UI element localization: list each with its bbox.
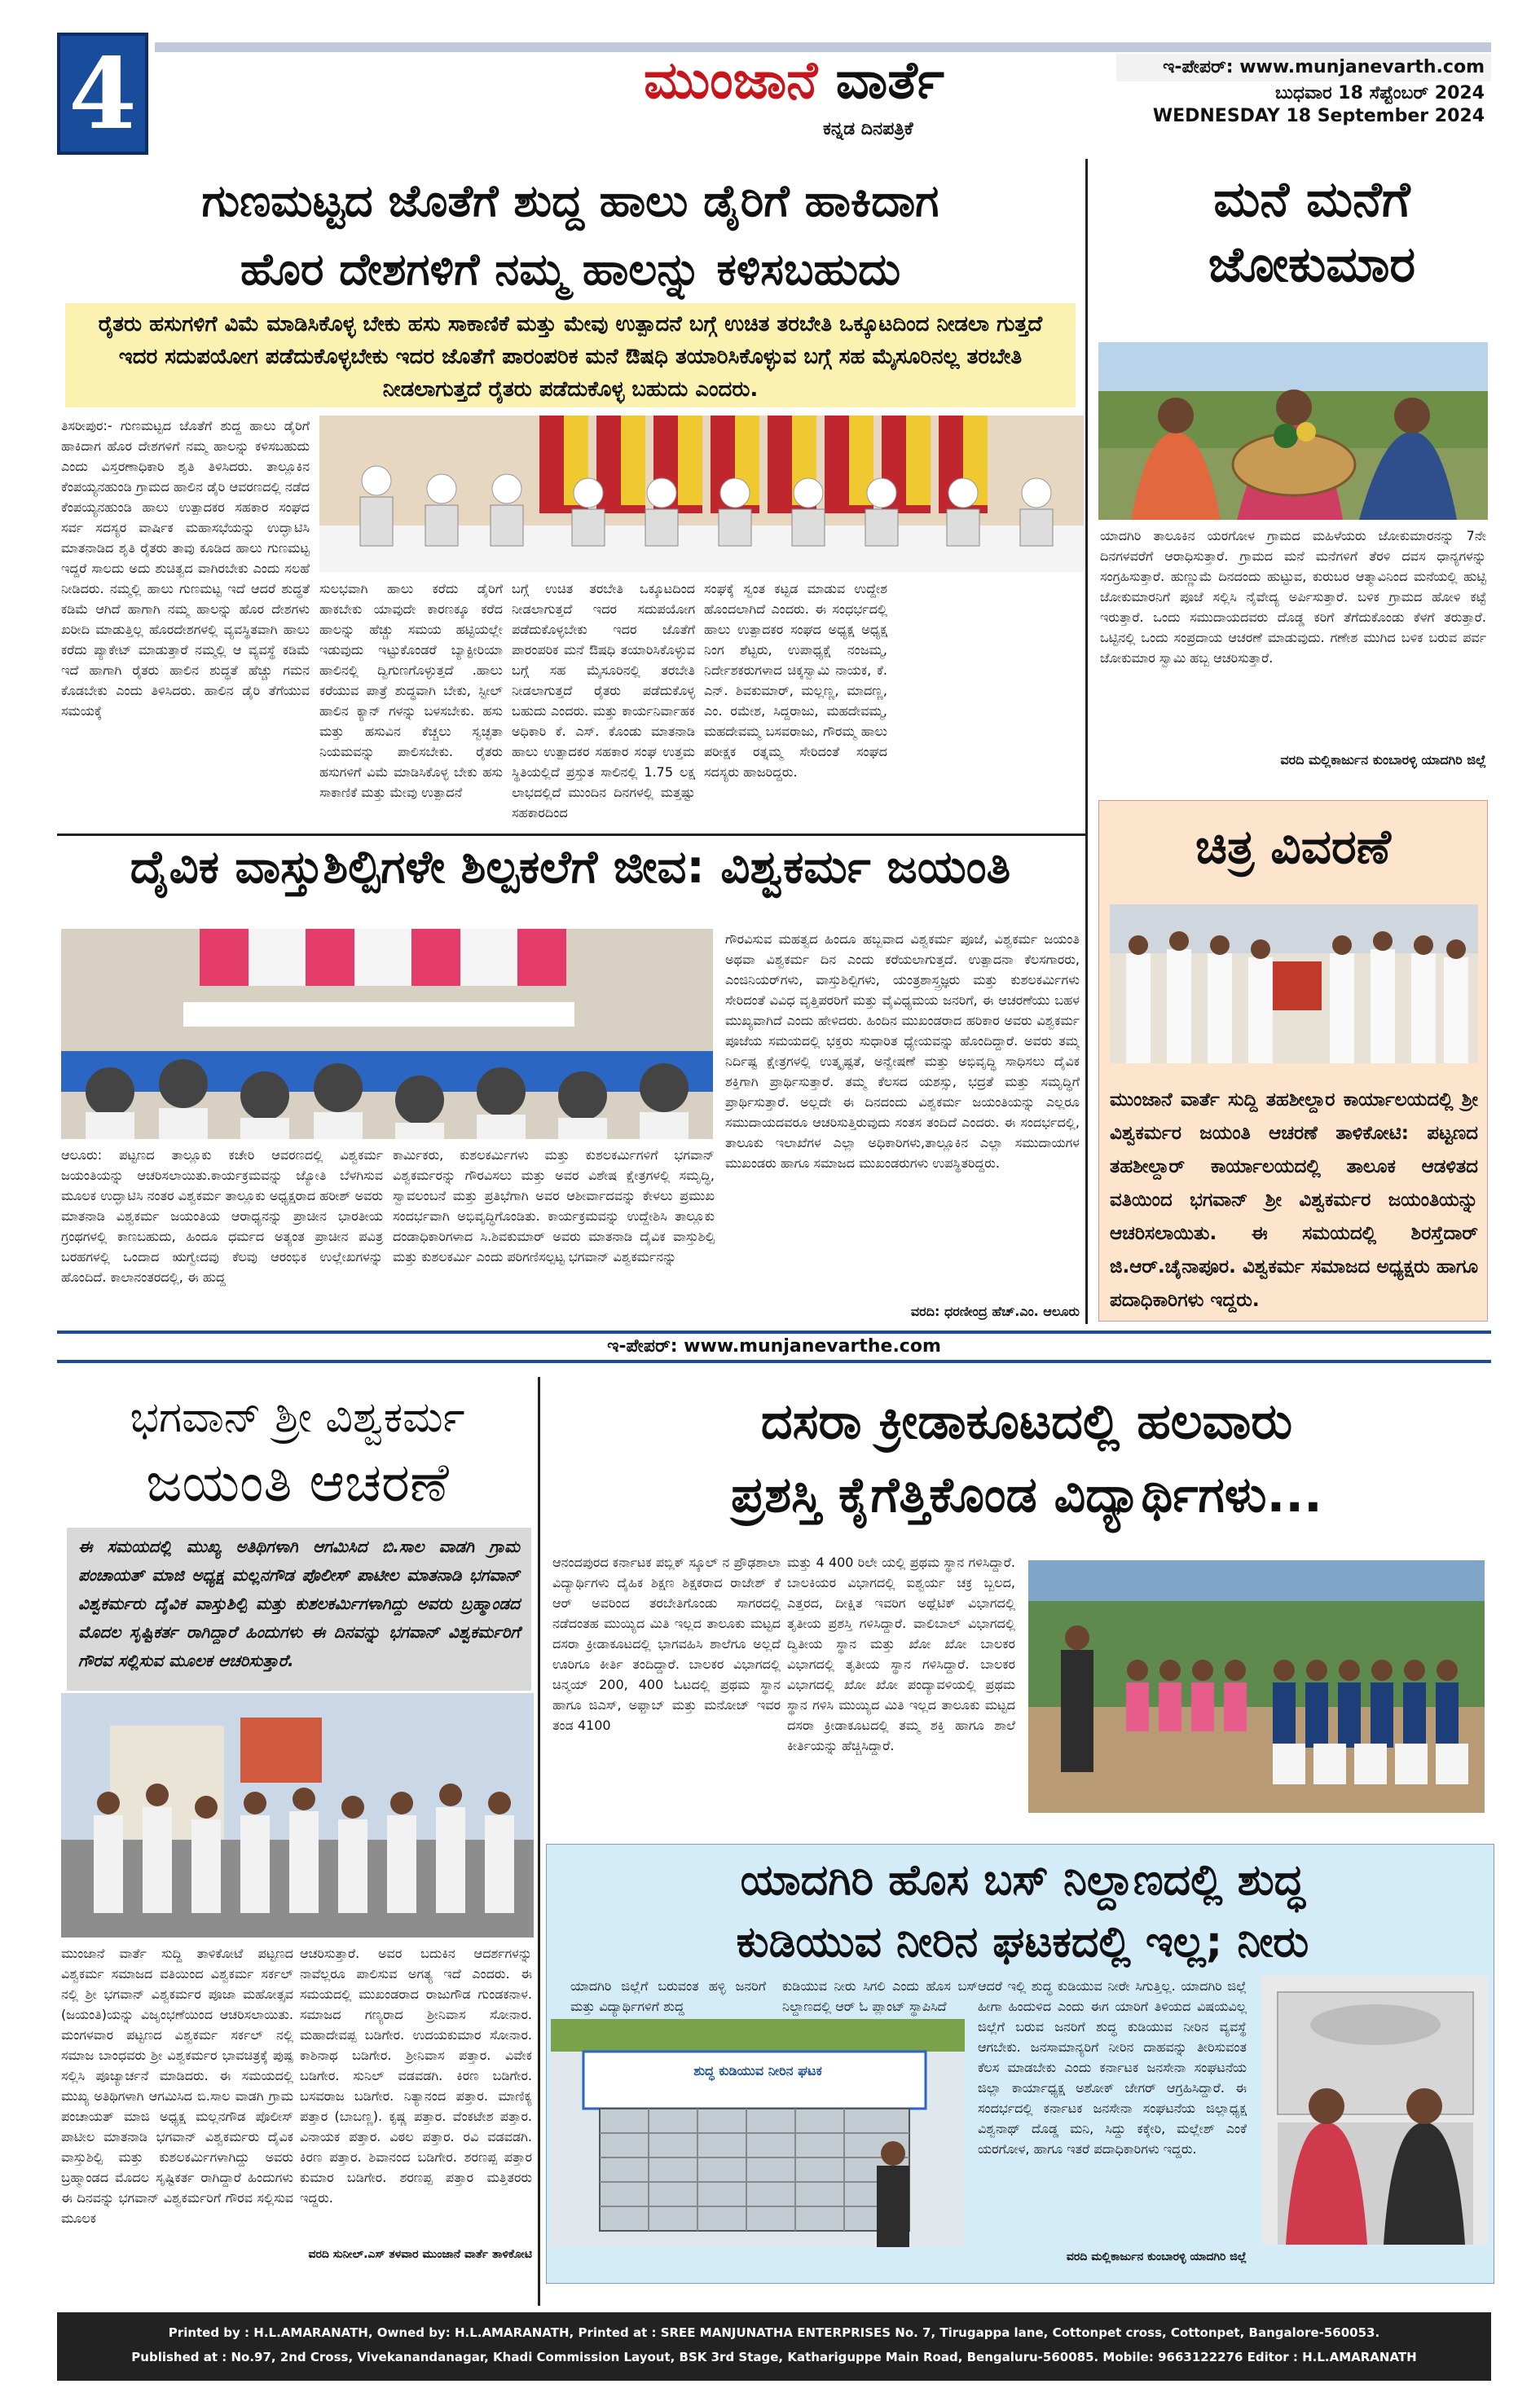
jokumara-body: ಯಾದಗಿರಿ ತಾಲೂಕಿನ ಯರಗೋಳ ಗ್ರಾಮದ ಮಹಿಳೆಯರು ಜೋಕುಮಾರನನ್ನು 7ನೇ ದಿನಗಳವರೆಗೆ ಆರಾಧಿಸುತ್ತಾರೆ. ಗ್ರಾಮದ ಮನೆ ಮನೆಗಳಿಗೆ ತೆರಳಿ ದವಸ ಧಾನ್ಯಗಳನ್ನು ಸಂಗ್ರಹಿಸುತ್ತಾರೆ. ಹುಣ್ಣುಮೆ ದಿನದಂದು ಹುಟ್ಟುವ, ಕುರುಬರ ಆತ್ಮಾವಿನಿಂದ ಮನೆಯಲ್ಲಿ ಹುಟ್ಟಿ ಜೋಕುಮಾರನಿಗೆ ಪೂಜೆ ಸಲ್ಲಿಸಿ ನೈವೇದ್ಯ ಅರ್ಪಿಸುತ್ತಾರೆ. ಬಳಿಕ ಗ್ರಾಮದ ಹೋಳಿ ಕಟ್ಟೆ ಇರುತ್ತಾರೆ. ಒಂದು ಸಮುದಾಯದವರು ದೊಡ್ಡ ಕರಿಗೆ ತೆಗೆದುಕೊಂಡು ಕೆಳಗೆ ತರುತ್ತಾರೆ. ಒಟ್ಟಿನಲ್ಲಿ ಒಂದು ಸಂಪ್ರದಾಯ ಆಚರಣೆ ಮಾಡುವುದು. ಗಣೇಶ ಮುಗಿದ ಬಳಿಕ ಬರುವ ಪರ್ವ ಜೋಕುಮಾರ ಸ್ವಾಮಿ ಹಬ್ಬ ಆಚರಿಸುತ್ತಾರೆ.: [1100, 528, 1486, 666]
story4-col2: ಮತ್ತು 4 400 ರಿಲೇ ಯಲ್ಲಿ ಪ್ರಥಮ ಸ್ಥಾನ ಗಳಿಸಿದ್ದಾರೆ. ಬಾಲಕಿಯರ ವಿಭಾಗದಲ್ಲಿ ಐಶ್ವರ್ಯ ಚಕ್ರ ಬ್ಬಲದ, ಎತ್ತರದ, ದೀಕ್ಷಿತ ಇವರಿಗ ಅಥ್ಲೆಟಿಕ್ ವಿಭಾಗದಲ್ಲಿ ತೃತೀಯ ಪ್ರಶಸ್ತಿ ಗಳಿಸಿದ್ದಾರೆ. ವಾಲಿಬಾಲ್ ವಿಭಾಗದಲ್ಲಿ ದ್ವಿತೀಯ ಸ್ಥಾನ ಮತ್ತು ಖೋ ಖೋ ಬಾಲಕರ ವಿಭಾಗದಲ್ಲಿ ತೃತೀಯ ಸ್ಥಾನ ಗಳಿಸಿದ್ದಾರೆ. ಬಾಲಕರ ವಿಭಾಗದಲ್ಲಿ ಖೋ ಖೋ ಪಂದ್ಯಾವಳಿಯಲ್ಲಿ ಪ್ರಥಮ ಸ್ಥಾನ ಗಳಿಸಿ ಮುಯ್ಯಿದ ಮಿತಿ ಇಲ್ಲದ ತಾಲೂಕು ಮಟ್ಟದ ದಸರಾ ಕ್ರೀಡಾಕೂಟದಲ್ಲಿ ತಮ್ಮ ಶಕ್ತಿ ಹಾಗೂ ಶಾಲೆ ಕೀರ್ತಿಯನ್ನು ಹೆಚ್ಚಿಸಿದ್ದಾರೆ.: [787, 1555, 1015, 1753]
story3-headline-line1: ಭಗವಾನ್ ಶ್ರೀ ವಿಶ್ವಕರ್ಮ: [130, 1393, 465, 1442]
jokumara-headline: ಮನೆ ಮನೆಗೆ ಜೋಕುಮಾರ: [1208, 171, 1416, 293]
story1-headline-line1: ಗುಣಮಟ್ಟದ ಜೊತೆಗೆ ಶುದ್ದ ಹಾಲು ಡೈರಿಗೆ ಹಾಕಿದಾಗ: [201, 175, 939, 227]
story2-byline: ವರದಿ: ಧರಣೀಂದ್ರ ಹೆಚ್.ಎಂ. ಆಲೂರು: [910, 1304, 1080, 1319]
story3-col1: ಮುಂಜಾನೆ ವಾರ್ತೆ ಸುದ್ದಿ ತಾಳಿಕೋಟೆ ಪಟ್ಟಣದ ವಿಶ್ವಕರ್ಮ ಸಮಾಜದ ವತಿಯಿಂದ ವಿಶ್ವಕರ್ಮ ಸರ್ಕಲ್ ನಲ್ಲಿ ಶ್ರೀ ಭಗವಾನ್ ವಿಶ್ವಕರ್ಮರ ಪೂಜಾ ಮಹೋತ್ಸವ (ಜಯಂತಿ)ಯನ್ನು ವಿಜೃಂಭಣೆಯಿಂದ ಆಚರಿಸಲಾಯಿತು. ಮಂಗಳವಾರ ಪಟ್ಟಣದ ವಿಶ್ವಕರ್ಮ ಸರ್ಕಲ್ ನಲ್ಲಿ ಸಮಾಜ ಬಾಂಧವರು ಶ್ರೀ ವಿಶ್ವಕರ್ಮರ ಭಾವಚಿತ್ರಕ್ಕೆ ಪುಷ್ಪ ಸಲ್ಲಿಸಿ ಪೂಜ್ಯಾರ್ಚನೆ ಮಾಡಿದರು. ಈ ಸಮಯದಲ್ಲಿ ಮುಖ್ಯ ಅತಿಥಿಗಳಾಗಿ ಆಗಮಿಸಿದ ಬಿ.ಸಾಲ ವಾಡಗಿ ಗ್ರಾಮ ಪಂಚಾಯತ್ ಮಾಜಿ ಅಧ್ಯಕ್ಷ ಮಲ್ಲನಗೌಡ ಪೊಲೀಸ್ ಪಾಟೀಲ ಮಾತನಾಡಿ ಭಗವಾನ್ ವಿಶ್ವಕರ್ಮರು ದೈವಿಕ ವಾಸ್ತುಶಿಲ್ಪಿ ಮತ್ತು ಕುಶಲಕರ್ಮಿಗಳಾಗಿದ್ದು ಅವರು ಬ್ರಹ್ಮಾಂಡದ ಮೊದಲ ಸೃಷ್ಟಿಕರ್ತ ರಾಗಿದ್ದಾರೆ ಹಿಂದುಗಳು ಈ ದಿನವನ್ನು ಭಗವಾನ್ ವಿಶ್ವಕರ್ಮರಿಗೆ ಗೌರವ ಸಲ್ಲಿಸುವ ಮೂಲಕ: [61, 1946, 293, 2226]
epaper-separator: [57, 1331, 1491, 1363]
jokumara-byline: ವರದಿ ಮಲ್ಲಿಕಾರ್ಜುನ ಕುಂಬಾರಳ್ಳಿ ಯಾದಗಿರಿ ಜಿಲ್ಲೆ: [1280, 752, 1486, 768]
story3-headline-line2: ಜಯಂತಿ ಆಚರಣೆ: [146, 1451, 449, 1514]
picture-description-photo: [1110, 904, 1478, 1063]
imprint-line1: Printed by : H.L.AMARANATH, Owned by: H.L.AMARANATH, Printed at : SREE MANJUNATHA ENTERPRISES No. 7, Tirugappa lane, Cottonpet cross, Cottonpet, Bangalore-560053.: [168, 2325, 1380, 2340]
story2-col2: ಕಾರ್ಮಿಕರು, ಕುಶಲಕರ್ಮಿಗಳು ಮತ್ತು ಕುಶಲಕರ್ಮಿಗಳಿಗೆ ಭಗವಾನ್ ವಿಶ್ವಕರ್ಮರನ್ನು ಗೌರವಿಸಲು ಮತ್ತು ಅವರ ವಿಶೇಷ ಕ್ಷೇತ್ರಗಳಲ್ಲಿ ಸಮೃದ್ಧಿ, ಸ್ವಾವಲಂಬನೆ ಮತ್ತು ಪ್ರತಿಭೆಗಾಗಿ ಅವರ ಆಶೀರ್ವಾದವನ್ನು ಕೇಳಲು ಪ್ರಮುಖ ಸಂದರ್ಭವಾಗಿ ಅಭಿವೃದ್ಧಿಗೊಂಡಿತು. ಕಾರ್ಯಕ್ರಮವನ್ನು ಉದ್ದೇಶಿಸಿ ತಾಲ್ಲೂಕು ದಂಡಾಧಿಕಾರಿಗಳಾದ ಸಿ.ಶಿವಕುಮಾರ್ ಅವರು ಮಾತನಾಡಿ ದೈವಿಕ ವಾಸ್ತುಶಿಲ್ಪಿ ಮತ್ತು ಕುಶಲಕರ್ಮಿ ಎಂದು ಪರಿಗಣಿಸಲ್ಪಟ್ಟ ಭಗವಾನ್ ವಿಶ್ವಕರ್ಮನನ್ನು: [393, 1147, 715, 1265]
picture-description-title: ಚಿತ್ರ ವಿವರಣೆ: [1195, 819, 1391, 874]
story2-col3: ಗೌರವಿಸುವ ಮಹತ್ವದ ಹಿಂದೂ ಹಬ್ಬವಾದ ವಿಶ್ವಕರ್ಮ ಪೂಜೆ, ವಿಶ್ವಕರ್ಮ ಜಯಂತಿ ಅಥವಾ ವಿಶ್ವಕರ್ಮ ದಿನ ಎಂದು ಕರೆಯಲಾಗುತ್ತದೆ. ಉತ್ಪಾದನಾ ಕೆಲಸಗಾರರು, ಎಂಜಿನಿಯರ್‌ಗಳು, ವಾಸ್ತುಶಿಲ್ಪಿಗಳು, ಯಂತ್ರಶಾಸ್ತ್ರಜ್ಞರು ಮತ್ತು ಕುಶಲಕರ್ಮಿಗಳು ಸೇರಿದಂತೆ ವಿವಿಧ ವೃತ್ತಿಪರರಿಗೆ ಮತ್ತು ವೈವಿಧ್ಯಮಯ ಜನರಿಗೆ, ಈ ಆಚರಣೆಯು ಬಹಳ ಮುಖ್ಯವಾಗಿದೆ ಎಂದು ಹೇಳಿದರು. ಹಿಂದಿನ ಮುಖಂಡರಾದ ಹರಿಕಾರ ಅವರು ವಿಶ್ವಕರ್ಮ ಪೂಜೆಯ ಸಮಯದಲ್ಲಿ ಭಕ್ತರು ಸುಧಾರಿತ ಧ್ಯೇಯವನ್ನು ಹೊಂದಿದ್ದಾರೆ. ಅವರು ತಮ್ಮ ನಿರ್ದಿಷ್ಟ ಕ್ಷೇತ್ರಗಳಲ್ಲಿ ಉತ್ಕೃಷ್ಟತೆ, ಅನ್ವೇಷಣೆ ಮತ್ತು ಅಭಿವೃದ್ಧಿ ಸಾಧಿಸಲು ದೈವಿಕ ಶಕ್ತಿಗಾಗಿ ಪ್ರಾರ್ಥಿಸುತ್ತಾರೆ. ತಮ್ಮ ಕೆಲಸದ ಯಶಸ್ಸು, ಭದ್ರತೆ ಮತ್ತು ಸಮೃದ್ಧಿಗೆ ಪ್ರಾರ್ಥಿಸುತ್ತಾರೆ. ಅಲ್ಲದೇ ಈ ದಿನದಂದು ವಿಶ್ವಕರ್ಮ ಜಯಂತಿಯನ್ನು ಎಲ್ಲರೂ ಸಮುದಾಯದವರೂ ಆಚರಿಸುತ್ತಿರುವುದು ಸಂತಸ ತಂದಿದೆ ಎಂದರು. ಈ ಸಂದರ್ಭದಲ್ಲಿ, ತಾಲೂಕು ಇಲಾಖೆಗಳ ಎಲ್ಲಾ ಅಧಿಕಾರಿಗಳು,ತಾಲ್ಲೂಕಿನ ಎಲ್ಲಾ ಸಮುದಾಯಗಳ ಮುಖಂಡರು ಹಾಗೂ ಸಮಾಜದ ಮುಖಂಡರುಗಳು ಉಪಸ್ಥಿತರಿದ್ದರು.: [725, 931, 1080, 1171]
page-number: 4: [57, 33, 148, 155]
story1-col3: ಬಗ್ಗೆ ಉಚಿತ ತರಬೇತಿ ಒಕ್ಕೂಟದಿಂದ ನೀಡಲಾಗುತ್ತದೆ ಇದರ ಸದುಪಯೋಗ ಪಡೆದುಕೊಳ್ಳಬೇಕು ಇದರ ಜೊತೆಗೆ ಪಾರಂಪರಿಕ ಮನೆ ಔಷಧಿ ತಯಾರಿಸಿಕೊಳ್ಳುವ ಬಗ್ಗೆ ಸಹ ಮೈಸೂರಿನಲ್ಲಿ ತರಬೇತಿ ನೀಡಲಾಗುತ್ತದೆ ರೈತರು ಪಡೆದುಕೊಳ್ಳ ಬಹುದು ಎಂದರು. ಮತ್ತು ಕಾರ್ಯನಿರ್ವಾಹಕ ಅಧಿಕಾರಿ ಕೆ. ಎಸ್. ಕೊಂಡು ಮಾತನಾಡಿ ಹಾಲು ಉತ್ಪಾದಕರ ಸಹಕಾರ ಸಂಘ ಉತ್ತಮ ಸ್ಥಿತಿಯಲ್ಲಿದೆ ಪ್ರಸ್ತುತ ಸಾಲಿನಲ್ಲಿ 1.75 ಲಕ್ಷ ಲಾಭದಲ್ಲಿದೆ ಮುಂದಿನ ದಿನಗಳಲ್ಲಿ ಮತ್ತಷ್ಟು ಸಹಕಾರದಿಂದ: [512, 581, 695, 820]
story5-headline: [554, 1850, 1491, 1973]
jokumara-photo: [1098, 342, 1488, 520]
date-english: WEDNESDAY 18 September 2024: [1152, 106, 1485, 126]
story5-headline-line2: ಕುಡಿಯುವ ನೀರಿನ ಘಟಕದಲ್ಲಿ ಇಲ್ಲ; ನೀರು: [736, 1918, 1309, 1967]
story4-photo: [1028, 1560, 1485, 1813]
story2-photo: [61, 929, 713, 1139]
story1-deck: ರೈತರು ಹಸುಗಳಿಗೆ ವಿಮೆ ಮಾಡಿಸಿಕೊಳ್ಳ ಬೇಕು ಹಸು ಸಾಕಾಣಿಕೆ ಮತ್ತು ಮೇವು ಉತ್ಪಾದನೆ ಬಗ್ಗೆ ಉಚಿತ ತರಬೇತಿ ಒಕ್ಕೂಟದಿಂದ ನೀಡಲಾ ಗುತ್ತದೆ ಇದರ ಸದುಪಯೋಗ ಪಡೆದುಕೊಳ್ಳಬೇಕು ಇದರ ಜೊತೆಗೆ ಪಾರಂಪರಿಕ ಮನೆ ಔಷಧಿ ತಯಾರಿಸಿಕೊಳ್ಳುವ ಬಗ್ಗೆ ಸಹ ಮೈಸೂರಿನಲ್ಲ ತರಬೇತಿ ನೀಡಲಾಗುತ್ತದೆ ರೈತರು ಪಡೆದುಕೊಳ್ಳ ಬಹುದು ಎಂದರು.: [65, 303, 1076, 407]
story1-col2: ಸುಲಭವಾಗಿ ಹಾಲು ಕರೆದು ಡೈರಿಗೆ ಹಾಕಬೇಕು ಯಾವುದೇ ಕಾರಣಕ್ಕೂ ಕರೆದ ಹಾಲನ್ನು ಹೆಚ್ಚು ಸಮಯ ಹಟ್ಟಿಯಲ್ಲೇ ಇಡುವುದು ಇಟ್ಟುಕೊಂಡರೆ ಬ್ಯಾಕ್ಟೀರಿಯಾ ಹಾಲಿನಲ್ಲಿ ದ್ವಿಗುಣಗೊಳ್ಳುತ್ತದೆ .ಹಾಲು ಕರೆಯುವ ಪಾತ್ರೆ ಶುದ್ಧವಾಗಿ ಬೇಕು, ಸ್ಟೀಲ್ ಹಾಲಿನ ಕ್ಯಾನ್ ಗಳನ್ನು ಬಳಸಬೇಕು. ಹಸು ಮತ್ತು ಹಸುವಿನ ಕೆಚ್ಚಲು ಸ್ವಚ್ಛತಾ ನಿಯಮವನ್ನು ಪಾಲಿಸಬೇಕು. ರೈತರು ಹಸುಗಳಿಗೆ ವಿಮೆ ಮಾಡಿಸಿಕೊಳ್ಳ ಬೇಕು ಹಸು ಸಾಕಾಣಿಕೆ ಮತ್ತು ಮೇವು ಉತ್ಪಾದನೆ: [319, 581, 503, 800]
story2-headline: ದೈವಿಕ ವಾಸ್ತುಶಿಲ್ಪಿಗಳೇ ಶಿಲ್ಪಕಲೆಗೆ ಜೀವ: ವಿಶ್ವಕರ್ಮ ಜಯಂತಿ: [130, 841, 1011, 894]
logo-part-1: ಮುಂಜಾನೆ: [644, 51, 818, 111]
story1-col1: ತಿಸರೀಪುರ:- ಗುಣಮಟ್ಟದ ಜೊತೆಗೆ ಶುದ್ದ ಹಾಲು ಡೈರಿಗೆ ಹಾಕಿದಾಗ ಹೊರ ದೇಶಗಳಿಗೆ ನಮ್ಮ ಹಾಲನ್ನು ಕಳಿಸಬಹುದು ಎಂದು ವಿಸ್ತರಣಾಧಿಕಾರಿ ಶೃತಿ ತಿಳಿಸಿದರು. ತಾಲ್ಲೂಕಿನ ಕೆಂಪಯ್ಯನಹುಂಡಿ ಗ್ರಾಮದ ಹಾಲಿನ ಡೈರಿ ಆವರಣದಲ್ಲಿ ನಡೆದ ಕೆಂಪಯ್ಯನಹುಂಡಿ ಹಾಲು ಉತ್ಪಾದಕರ ಸಹಕಾರ ಸಂಘದ ಸರ್ವ ಸದಸ್ಯರ ವಾರ್ಷಿಕ ಮಹಾಸಭೆಯನ್ನು ಉದ್ಘಾಟಿಸಿ ಮಾತನಾಡಿದ ಶೃತಿ ರೈತರು ತಾವು ಕೂಡಿದ ಹಾಲು ಗುಣಮಟ್ಟ ಇದ್ದರೆ ಸಾಲದು ಅದು ಶುಚಿತ್ವದ ವಾಗಿರಬೇಕು ಎಂದು ಸಲಹೆ ನೀಡಿದರು. ನಮ್ಮಲ್ಲಿ ಹಾಲು ಗುಣಮಟ್ಟ ಇದೆ ಆದರೆ ಶುದ್ಧತೆ ಕಡಿಮೆ ಆಗಿದೆ ಹಾಗಾಗಿ ನಮ್ಮ ಹಾಲನ್ನು ಹೊರ ದೇಶಗಳು ಖರೀದಿ ಮಾಡುತ್ತಿಲ್ಲ ಹೊರದೇಶಗಳಲ್ಲಿ ವ್ಯವಸ್ಥಿತವಾಗಿ ಹಾಲು ಕರೆದು ಪ್ಯಾಕೇಟ್ ಮಾಡುತ್ತಾರೆ ನಮ್ಮಲ್ಲಿ ಆ ವ್ಯವಸ್ಥೆ ಕಡಿಮೆ ಇದೆ ಹಾಗಾಗಿ ರೈತರು ಹಾಲಿನ ಶುದ್ಧತೆ ಹೆಚ್ಚು ಗಮನ ಕೊಡಬೇಕು ಎಂದು ತಿಳಿಸಿದರು. ಹಾಲಿನ ಡೈರಿ ತೆಗೆಯುವ ಸಮಯಕ್ಕೆ: [61, 418, 310, 719]
story3-col2: ಆಚರಿಸುತ್ತಾರೆ. ಅವರ ಬದುಕಿನ ಆದರ್ಶಗಳನ್ನು ನಾವೆಲ್ಲರೂ ಪಾಲಿಸುವ ಅಗತ್ಯ ಇದೆ ಎಂದರು. ಈ ಸಮಯದಲ್ಲಿ ಮುಖಂಡರಾದ ರಾಜುಗೌಡ ಗುಂಡಕನಾಳ. ಸಮಾಜದ ಗಣ್ಯರಾದ ಶ್ರೀನಿವಾಸ ಸೋನಾರ. ಮಹಾದೇವಪ್ಪ ಬಡಿಗೇರ. ಉದಯಕುಮಾರ ಸೋನಾರ. ಕಾಶಿನಾಥ ಬಡಿಗೇರ. ಶ್ರೀನಿವಾಸ ಪತ್ತಾರ. ವಿವೇಕ ಬಡಿಗೇರ. ಸುನಿಲ್ ವಡವಡಗಿ. ಕಿರಣ ಬಡಿಗೇರ. ಬಸವರಾಜ ಬಡಿಗೇರ. ನಿತ್ಯಾನಂದ ಪತ್ತಾರ. ಮಾಣಿಕ್ಯ ಪತ್ತಾರ (ಬಾಬಣ್ಣ). ಕೃಷ್ಣ ಪತ್ತಾರ. ವೆಂಕಟೇಶ ಪತ್ತಾರ. ವಿನಾಯಕ ಪತ್ತಾರ. ವಿಠಲ ಪತ್ತಾರ. ರವಿ ವಡವಡಗಿ. ಕಿರಣ ಪತ್ತಾರ. ಶಿವಾನಂದ ಬಡಿಗೇರ. ಶರಣಪ್ಪ ಪತ್ತಾರ ಕುಮಾರ ಬಡಿಗೇರ. ಶರಣಪ್ಪ ಪತ್ತಾರ ಮತ್ತಿತರರು ಇದ್ದರು.: [300, 1946, 532, 2206]
story4-headline: [562, 1385, 1491, 1532]
masthead-subtitle: ಕನ್ನಡ ದಿನಪತ್ರಿಕೆ: [823, 119, 913, 139]
imprint-footer: [57, 2312, 1491, 2381]
picture-description-text: ಮುಂಜಾನೆ ವಾರ್ತೆ ಸುದ್ದಿ ತಹಶೀಲ್ದಾರ ಕಾರ್ಯಾಲಯದಲ್ಲಿ ಶ್ರೀ ವಿಶ್ವಕರ್ಮರ ಜಯಂತಿ ಆಚರಣೆ ತಾಳಿಕೋಟಿ: ಪಟ್ಟಣದ ತಹಶೀಲ್ದಾರ್ ಕಾರ್ಯಾಲಯದಲ್ಲಿ ತಾಲೂಕ ಆಡಳಿತದ ವತಿಯಿಂದ ಭಗವಾನ್ ಶ್ರೀ ವಿಶ್ವಕರ್ಮರ ಜಯಂತಿಯನ್ನು ಆಚರಿಸಲಾಯಿತು. ಈ ಸಮಯದಲ್ಲಿ ಶಿರಸ್ತೆದಾರ್ ಜಿ.ಆರ್.ಚೈನಾಪೂರ. ವಿಶ್ವಕರ್ಮ ಸಮಾಜದ ಅಧ್ಯಕ್ಷರು ಹಾಗೂ ಪದಾಧಿಕಾರಿಗಳು ಇದ್ದರು.: [1110, 1089, 1478, 1311]
newspaper-logo: [644, 51, 1100, 116]
date-kannada: ಬುಧವಾರ 18 ಸೆಪ್ಟೆಂಬರ್ 2024: [1275, 83, 1485, 103]
imprint-line2: Published at : No.97, 2nd Cross, Vivekanandanagar, Khadi Commission Layout, BSK 3rd Stage, Kathariguppe Main Road, Bengaluru-560085. Mobile: 9663122276 Editor : H.L.AMARANATH: [131, 2350, 1417, 2364]
story1-headline: [57, 167, 1084, 304]
story4-headline-line2: ಪ್ರಶಸ್ತಿ ಕೈಗೆತ್ತಿಕೊಂಡ ವಿದ್ಯಾರ್ಥಿಗಳು...: [731, 1467, 1322, 1524]
story3-photo: [61, 1693, 534, 1938]
story3-byline: ವರದಿ ಸುನೀಲ್.ಎಸ್ ತಳವಾರ ಮುಂಜಾನೆ ವಾರ್ತೆ ತಾಳಿಕೋಟಿ: [308, 2248, 532, 2261]
story2-col1: ಆಲೂರು: ಪಟ್ಟಣದ ತಾಲ್ಲೂಕು ಕಚೇರಿ ಆವರಣದಲ್ಲಿ ವಿಶ್ವಕರ್ಮ ಜಯಂತಿಯನ್ನು ಆಚರಿಸಲಾಯಿತು.ಕಾರ್ಯಕ್ರಮವನ್ನು ಜ್ಯೋತಿ ಬೆಳಗಿಸುವ ಮೂಲಕ ಉದ್ಘಾಟಿಸಿ ನಂತರ ವಿಶ್ವಕರ್ಮ ತಾಲ್ಲೂಕು ಅಧ್ಯಕ್ಷರಾದ ಹರೀಶ್ ಅವರು ಮಾತನಾಡಿ ವಿಶ್ವಕರ್ಮ ಜಯಂತಿಯ ಆರಾಧ್ಯನನ್ನು ಪ್ರಾಚೀನ ಭಾರತೀಯ ಗ್ರಂಥಗಳಲ್ಲಿ ಕಾಣಬಹುದು, ಹಿಂದೂ ಧರ್ಮದ ಅತ್ಯಂತ ಪ್ರಾಚೀನ ಪವಿತ್ರ ಬರಹಗಳಲ್ಲಿ ಒಂದಾದ ಋಗ್ವೇದವು ಕೆಲವು ಆರಂಭಿಕ ಉಲ್ಲೇಖಗಳನ್ನು ಹೊಂದಿದೆ. ಕಾಲಾನಂತರದಲ್ಲಿ, ಈ ಹುದ್ದ: [61, 1147, 383, 1285]
story5-headline-line1: ಯಾದಗಿರಿ ಹೊಸ ಬಸ್ ನಿಲ್ದಾಣದಲ್ಲಿ ಶುದ್ಧ: [740, 1856, 1305, 1905]
column-divider: [1085, 159, 1088, 1324]
story1-headline-line2: ಹೊರ ದೇಶಗಳಿಗೆ ನಮ್ಮ ಹಾಲನ್ನು ಕಳಿಸಬಹುದು: [240, 244, 901, 295]
story5-photo-water-unit: [551, 2019, 965, 2247]
story3-deck: ಈ ಸಮಯದಲ್ಲಿ ಮುಖ್ಯ ಅತಿಥಿಗಳಾಗಿ ಆಗಮಿಸಿದ ಬಿ.ಸಾಲ ವಾಡಗಿ ಗ್ರಾಮ ಪಂಚಾಯತ್ ಮಾಜಿ ಅಧ್ಯಕ್ಷ ಮಲ್ಲನಗೌಡ ಪೊಲೀಸ್ ಪಾಟೀಲ ಮಾತನಾಡಿ ಭಗವಾನ್ ವಿಶ್ವಕರ್ಮರು ದೈವಿಕ ವಾಸ್ತುಶಿಲ್ಪಿ ಮತ್ತು ಕುಶಲಕರ್ಮಿಗಳಾಗಿದ್ದು ಅವರು ಬ್ರಹ್ಮಾಂಡದ ಮೊದಲ ಸೃಷ್ಟಿಕರ್ತ ರಾಗಿದ್ದಾರೆ ಹಿಂದುಗಳು ಈ ದಿನವನ್ನು ಭಗವಾನ್ ವಿಶ್ವಕರ್ಮರಿಗೆ ಗೌರವ ಸಲ್ಲಿಸುವ ಮೂಲಕ ಆಚರಿಸುತ್ತಾರೆ.: [67, 1528, 531, 1691]
logo-part-2: ವಾರ್ತೆ: [835, 51, 944, 111]
story1-photo: [319, 416, 1084, 572]
masthead-website[interactable]: ಇ-ಪೇಪರ್: www.munjanevarth.com: [1116, 54, 1491, 81]
story5-col1: ಯಾದಗಿರಿ ಜಿಲ್ಲೆಗೆ ಬರುವಂತ ಹಳ್ಳಿ ಜನರಿಗೆ ಮತ್ತು ವಿದ್ಯಾರ್ಥಿಗಳಿಗೆ ಶುದ್ದ: [570, 1978, 766, 2014]
bottom-column-divider: [538, 1377, 540, 2306]
story5-photo-banner: ಶುದ್ಧ ಕುಡಿಯುವ ನೀರಿನ ಘಟಕ: [693, 2063, 822, 2078]
story5-col3: ಆದರೆ ಇಲ್ಲಿ ಶುದ್ಧ ಕುಡಿಯುವ ನೀರೇ ಸಿಗುತ್ತಿಲ್ಲ. ಯಾದಗಿರಿ ಜಿಲ್ಲೆ ಹೀಗಾ ಹಿಂದುಳಿದ ಎಂದು ಈಗ ಯಾರಿಗೆ ತಿಳಿಯದ ವಿಷಯವಿಲ್ಲ ಜಿಲ್ಲೆಗೆ ಬರುವ ಜನರಿಗೆ ಶುದ್ಧ ಕುಡಿಯುವ ನೀರಿನ ವ್ಯವಸ್ಥೆ ಆಗಬೇಕು. ಜನಸಾಮಾನ್ಯರಿಗೆ ನೀರಿನ ದಾಹವನ್ನು ತೀರಿಸುವಂತ ಕೆಲಸ ಮಾಡಬೇಕು ಎಂದು ಕರ್ನಾಟಕ ಜನಸೇನಾ ಸಂಘಟನೆಯ ಜಿಲ್ಲಾ ಕಾರ್ಯಾಧ್ಯಕ್ಷ ಅಶೋಕ್ ಜೇಗರ್ ಆಗ್ರಹಿಸಿದ್ದಾರೆ. ಈ ಸಂದರ್ಭದಲ್ಲಿ ಕರ್ನಾಟಕ ಜನಸೇನಾ ಸಂಘಟನೆಯ ಜಿಲ್ಲಾಧ್ಯಕ್ಷ ವಿಶ್ವನಾಥ್ ದೊಡ್ಡ ಮನಿ, ಸಿದ್ದು ಕಕ್ಕೇರಿ, ಮಲ್ಲೇಶ್ ಎಂಕೆ ಯರಗೋಳ, ಹಾಗೂ ಇತರೆ ಪದಾಧಿಕಾರಿಗಳು ಇದ್ದರು.: [978, 1978, 1247, 2157]
story4-headline-line1: ದಸರಾ ಕ್ರೀಡಾಕೂಟದಲ್ಲಿ ಹಲವಾರು: [760, 1393, 1293, 1450]
story5-byline: ವರದಿ ಮಲ್ಲಿಕಾರ್ಜುನ ಕುಂಬಾರಳ್ಳಿ ಯಾದಗಿರಿ ಜಿಲ್ಲೆ: [1066, 2250, 1247, 2263]
story4-col1: ಆನಂದಪುರದ ಕರ್ನಾಟಕ ಪಬ್ಲಿಕ್ ಸ್ಕೂಲ್ ನ ಪ್ರೌಢಶಾಲಾ ವಿದ್ಯಾರ್ಥಿಗಳು ದೈಹಿಕ ಶಿಕ್ಷಣ ಶಿಕ್ಷಕರಾದ ರಾಜೇಶ್ ಕೆ ಆರ್ ಅವರಿಂದ ತರಬೇತಿಗೊಂಡು ಸಾಗರದಲ್ಲಿ ನಡೆದಂತಹ ಮುಯ್ಯಿದ ಮಿತಿ ಇಲ್ಲದ ತಾಲೂಕು ಮಟ್ಟದ ದಸರಾ ಕ್ರೀಡಾಕೂಟದಲ್ಲಿ ಭಾಗವಹಿಸಿ ಶಾಲೆಗೂ ಅಲ್ಲದೆ ಊರಿಗೂ ಕೀರ್ತಿ ತಂದಿದ್ದಾರೆ. ಬಾಲಕರ ವಿಭಾಗದಲ್ಲಿ ಚಿನ್ಮಯ್ 200, 400 ಓಟದಲ್ಲಿ ಪ್ರಥಮ ಸ್ಥಾನ ಹಾಗೂ ಜಿಎಸ್, ಅಫ್ತಾಬ್ ಮತ್ತು ಮನೋಜ್ ಇವರ ತಂಡ 4100: [552, 1555, 781, 1733]
story1-col4: ಸಂಘಕ್ಕೆ ಸ್ವಂತ ಕಟ್ಟಡ ಮಾಡುವ ಉದ್ದೇಶ ಹೊಂದಲಾಗಿದೆ ಎಂದರು. ಈ ಸಂಧರ್ಭದಲ್ಲಿ ಹಾಲು ಉತ್ಪಾದಕರ ಸಂಘದ ಅಧ್ಯಕ್ಷ ಅಧ್ಯಕ್ಷ ನಿಂಗ ಶೆಟ್ಟರು, ಉಪಾಧ್ಯಕ್ಷೆ ನಂಜಮ್ಮ, ನಿರ್ದೇಶಕರುಗಳಾದ ಚಿಕ್ಕಸ್ವಾಮಿ ನಾಯಕ, ಕೆ. ಎನ್. ಶಿವಕುಮಾರ್, ಮಲ್ಲಣ್ಣ, ಮಾದಣ್ಣ, ಎಂ. ರಮೇಶ, ಸಿದ್ದರಾಜು, ಮಹದೇವಮ್ಮ, ಮಹದೇವಮ್ಮ ಬಸವರಾಜು, ಗೌರಮ್ಮ ಹಾಲು ಪರೀಕ್ಷಕ ರತ್ನಮ್ಮ ಸೇರಿದಂತೆ ಸಂಘದ ಸದಸ್ಯರು ಹಾಜರಿದ್ದರು.: [704, 581, 887, 780]
story5-photo-people: [1261, 1976, 1488, 2245]
epaper-separator-text[interactable]: ಇ-ಪೇಪರ್: www.munjanevarthe.com: [591, 1336, 957, 1357]
story5-col2: ಕುಡಿಯುವ ನೀರು ಸಿಗಲಿ ಎಂದು ಹೊಸ ಬಸ್ ನಿಲ್ದಾಣದಲ್ಲಿ ಆರ್ ಓ ಪ್ಲಾಂಟ್ ಸ್ಥಾಪಿಸಿದೆ: [782, 1978, 978, 2014]
story3-headline: [57, 1385, 538, 1515]
